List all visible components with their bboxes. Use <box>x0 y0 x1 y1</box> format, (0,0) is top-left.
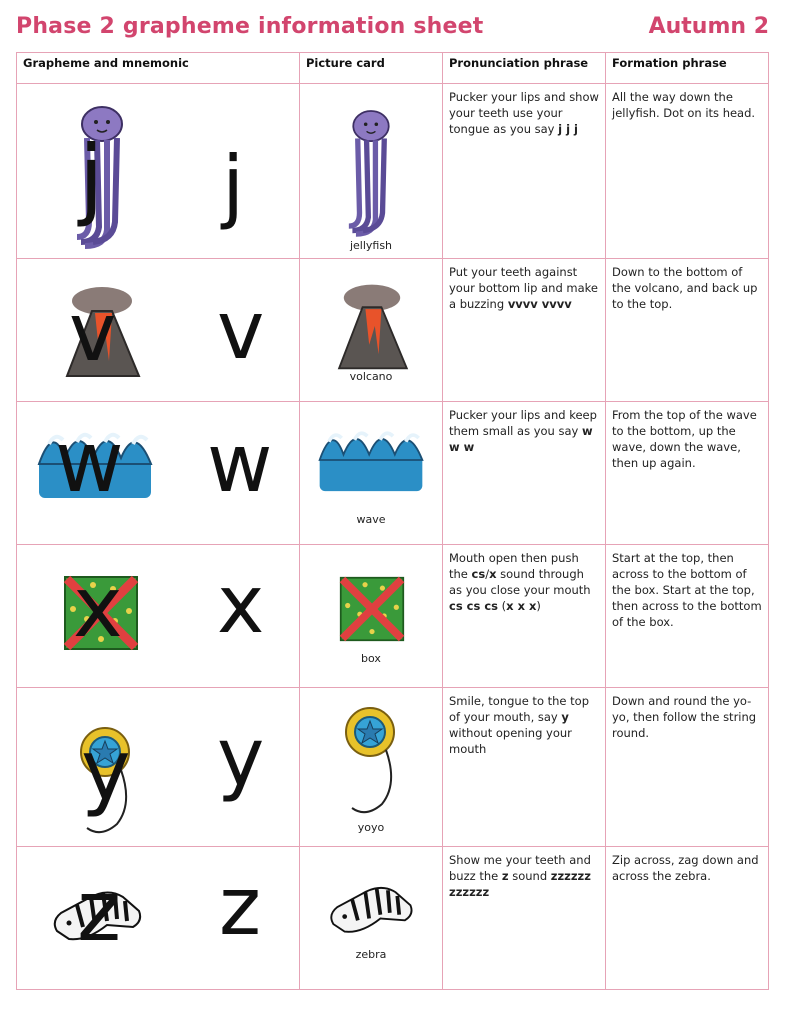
table-row <box>17 847 769 990</box>
formation-cell: Start at the top, then across to the bottom of the box. Start at the top, then across to the bottom of the box. <box>606 545 769 688</box>
grapheme-cell <box>17 259 300 402</box>
grapheme-table <box>16 52 769 990</box>
picture-caption: yoyo <box>357 821 385 834</box>
column-header-pronunciation: Pronunciation phrase <box>443 53 606 84</box>
pronunciation-cell: Show me your teeth and buzz the z sound zzzzzz zzzzzz <box>443 847 606 990</box>
formation-cell: Down and round the yo-yo, then follow the string round. <box>606 688 769 847</box>
table-header-row <box>17 53 769 84</box>
table-row <box>17 84 769 259</box>
pronunciation-cell: Smile, tongue to the top of your mouth, say y without opening your mouth <box>443 688 606 847</box>
plain-letter: w <box>207 417 273 510</box>
picture-cell <box>300 688 443 847</box>
formation-cell: Zip across, zag down and across the zebra. <box>606 847 769 990</box>
mnemonic-letter: z <box>77 862 122 960</box>
grapheme-cell <box>17 688 300 847</box>
volcano-icon <box>328 279 416 373</box>
plain-letter: v <box>217 284 265 377</box>
term-label: Autumn 2 <box>648 14 769 39</box>
picture-cell <box>300 847 443 990</box>
pronunciation-cell: Pucker your lips and show your teeth use your tongue as you say j j j <box>443 84 606 259</box>
column-header-picture: Picture card <box>300 53 443 84</box>
pronunciation-cell: Put your teeth against your bottom lip and make a buzzing vvvv vvvv <box>443 259 606 402</box>
grapheme-cell <box>17 402 300 545</box>
mnemonic-letter: y <box>81 721 131 819</box>
pronunciation-cell: Mouth open then push the cs/x sound through as you close your mouth cs cs cs (x x x) <box>443 545 606 688</box>
picture-caption: wave <box>356 513 386 526</box>
column-header-formation: Formation phrase <box>606 53 769 84</box>
table-row <box>17 545 769 688</box>
picture-cell <box>300 84 443 259</box>
table-row <box>17 259 769 402</box>
mnemonic-letter: v <box>69 286 117 379</box>
plain-letter: x <box>217 558 265 651</box>
picture-cell <box>300 402 443 545</box>
picture-caption: volcano <box>349 370 393 383</box>
jellyfish-icon <box>340 98 402 248</box>
formation-cell: Down to the bottom of the volcano, and back up to the top. <box>606 259 769 402</box>
picture-caption: zebra <box>355 948 387 961</box>
grapheme-cell <box>17 847 300 990</box>
formation-cell: All the way down the jellyfish. Dot on its head. <box>606 84 769 259</box>
wave-icon <box>316 422 426 498</box>
pronunciation-cell: Pucker your lips and keep them small as you say w w w <box>443 402 606 545</box>
formation-cell: From the top of the wave to the bottom, up the wave, down the wave, then up again. <box>606 402 769 545</box>
zebra-icon <box>324 877 418 943</box>
mnemonic-letter: x <box>73 558 123 656</box>
picture-caption: jellyfish <box>349 239 393 252</box>
plain-letter: j <box>222 139 245 232</box>
picture-cell <box>300 545 443 688</box>
box-icon <box>339 571 405 647</box>
table-row <box>17 688 769 847</box>
table-row <box>17 402 769 545</box>
grapheme-cell <box>17 545 300 688</box>
page-title: Phase 2 grapheme information sheet <box>16 14 484 39</box>
mnemonic-letter: j <box>79 126 104 229</box>
plain-letter: y <box>217 711 265 804</box>
picture-caption: box <box>361 652 381 665</box>
grapheme-cell <box>17 84 300 259</box>
column-header-grapheme: Grapheme and mnemonic <box>17 53 300 84</box>
picture-cell <box>300 259 443 402</box>
yoyo-icon <box>342 704 402 820</box>
mnemonic-letter: w <box>55 413 124 511</box>
plain-letter: z <box>219 860 261 953</box>
